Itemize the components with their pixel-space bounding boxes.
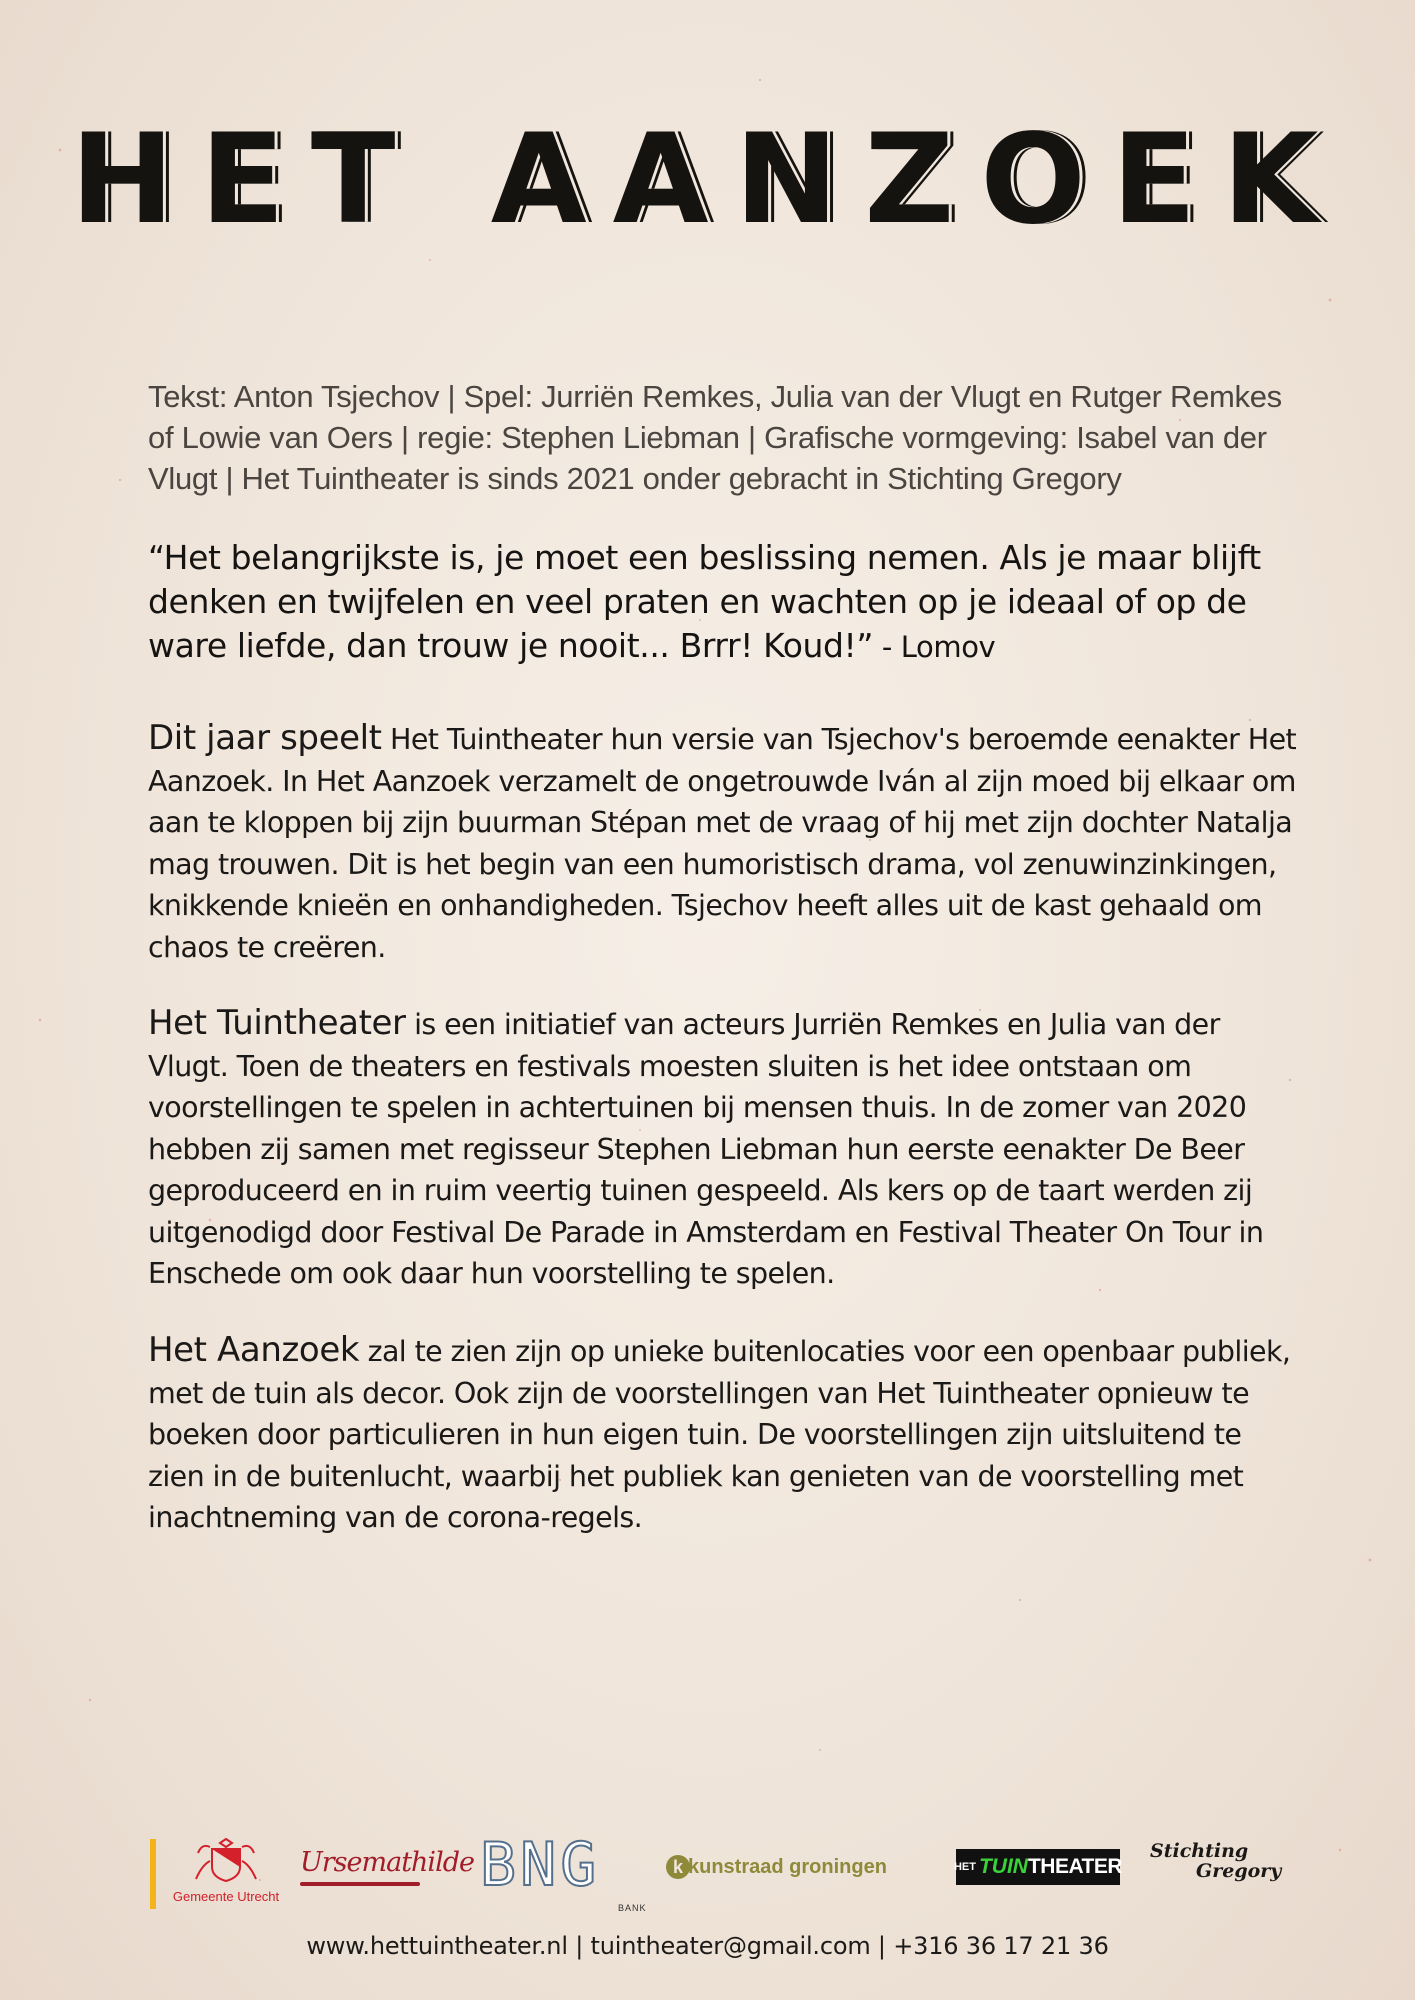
sponsor-logos	[148, 1830, 1298, 1925]
kunstraad-logo	[666, 1847, 946, 1887]
paragraph-text: Het Tuintheater hun versie van Tsjechov's beroemde eenakter Het Aanzoek. In Het Aanzoek verzamelt de ongetrouwde Iván al zijn moed bij elkaar om aan te kloppen bij zijn buurman Stépan met de vraag of hij met zijn dochter Natalja mag trouwen. Dit is het begin van een humoristisch drama, vol zenuwinzinkingen, knikkende knieën en onhandigheden. Tsjechov heeft alles uit de kast gehaald om chaos te creëren.	[148, 723, 1297, 964]
gemeente-utrecht-logo	[166, 1835, 286, 1915]
tuintheater-logo	[953, 1849, 1123, 1885]
paragraph-text: is een initiatief van acteurs Jurriën Remkes en Julia van der Vlugt. Toen de theaters en festivals moesten sluiten is het idee ontstaan om voorstellingen te spelen in achtertuinen bij mensen thuis. In de zomer van 2020 hebben zij samen met regisseur Stephen Liebman hun eerste eenakter De Beer geproduceerd en in ruim veertig tuinen gespeeld. Als kers op de taart werden zij uitgenodigd door Festival De Parade in Amsterdam en Festival Theater On Tour in Enschede om ook daar hun voorstelling te spelen.	[148, 1008, 1264, 1290]
paragraph-text: zal te zien zijn op unieke buitenlocaties voor een openbaar publiek, met de tuin als decor. Ook zijn de voorstellingen van Het Tuintheater opnieuw te boeken door particulieren in hun eigen tuin. De voorstellingen zijn uitsluitend te zien in de buitenlucht, waarbij het publiek kan genieten van de voorstelling met inachtneming van de corona-regels.	[148, 1335, 1291, 1534]
gregory-label: Gregory	[1196, 1860, 1282, 1882]
credits-text: Tekst: Anton Tsjechov | Spel: Jurriën Remkes, Julia van der Vlugt en Rutger Remkes of Lowie van Oers | regie: Stephen Liebman | Grafische vormgeving: Isabel van der Vlugt | Het Tuintheater is sinds 2021 onder gebracht in Stichting Gregory	[148, 379, 1282, 496]
stichting-gregory-logo	[1150, 1841, 1298, 1891]
poster-title: HET AANZOEK	[70, 108, 1345, 252]
kunstraad-label: kunstraad groningen	[688, 1855, 887, 1878]
tuintheater-het: HET	[953, 1861, 976, 1873]
tuintheater-tuin: TUIN	[978, 1855, 1028, 1878]
gemeente-utrecht-label: Gemeente Utrecht	[172, 1889, 280, 1904]
stichting-label: Stichting	[1150, 1840, 1249, 1862]
paragraph-this-year	[148, 718, 1298, 968]
paragraph-tuintheater	[148, 1003, 1298, 1295]
quote-block	[148, 536, 1288, 669]
tuintheater-theater: THEATER	[1027, 1855, 1123, 1878]
paragraph-lead: Het Tuintheater	[148, 1003, 406, 1043]
paragraph-lead: Het Aanzoek	[148, 1330, 360, 1370]
quote-text: “Het belangrijkste is, je moet een beslissing nemen. Als je maar blijft denken en twijfelen en veel praten en wachten op je ideaal of op de ware liefde, dan trouw je nooit... Brrr! Koud!”	[148, 538, 1261, 665]
paragraph-aanzoek	[148, 1330, 1298, 1539]
kunstraad-k-icon: k	[666, 1855, 690, 1879]
bng-bank-logo	[480, 1830, 650, 1925]
quote-attribution: - Lomov	[873, 630, 996, 664]
ursemathilde-logo	[300, 1847, 474, 1907]
bng-sub-label: BANK	[618, 1903, 647, 1913]
coat-of-arms-icon	[186, 1835, 266, 1887]
paragraph-lead: Dit jaar speelt	[148, 718, 382, 758]
accent-bar	[150, 1839, 156, 1909]
contact-footer: www.hettuintheater.nl | tuintheater@gmail.com | +316 36 17 21 36	[306, 1932, 1109, 1960]
bng-label: BNG	[480, 1830, 601, 1900]
ursemathilde-underline	[300, 1882, 420, 1886]
ursemathilde-label: Ursemathilde	[300, 1847, 474, 1878]
